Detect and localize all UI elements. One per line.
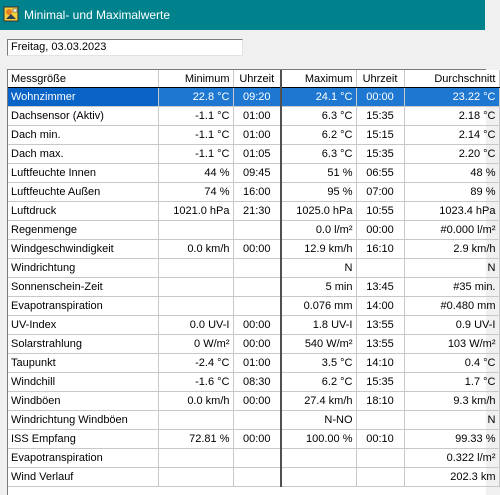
table-row[interactable] xyxy=(8,259,499,278)
cell-uhrzeit-max: 18:10 xyxy=(356,392,404,411)
table-row[interactable] xyxy=(8,278,499,297)
cell-uhrzeit-max: 15:35 xyxy=(356,145,404,164)
cell-minimum: 0.0 UV-I xyxy=(158,316,233,335)
cell-messgroesse: Luftfeuchte Außen xyxy=(8,183,158,202)
cell-messgroesse: Windrichtung xyxy=(8,259,158,278)
table-row[interactable] xyxy=(8,240,499,259)
cell-durchschnitt: #0.480 mm xyxy=(404,297,499,316)
cell-uhrzeit-max: 00:10 xyxy=(356,430,404,449)
cell-durchschnitt: 2.14 °C xyxy=(404,126,499,145)
cell-uhrzeit-min xyxy=(233,278,281,297)
table-row[interactable] xyxy=(8,107,499,126)
cell-minimum: 0.0 km/h xyxy=(158,392,233,411)
title-bar[interactable] xyxy=(0,0,485,30)
cell-uhrzeit-min xyxy=(233,297,281,316)
cell-uhrzeit-min: 09:20 xyxy=(233,88,281,107)
cell-durchschnitt: 99.33 % xyxy=(404,430,499,449)
cell-maximum: 51 % xyxy=(281,164,356,183)
cell-messgroesse: Sonnenschein-Zeit xyxy=(8,278,158,297)
table-row[interactable] xyxy=(8,449,499,468)
cell-minimum: 0 W/m² xyxy=(158,335,233,354)
cell-maximum: 0.0 l/m² xyxy=(281,221,356,240)
cell-durchschnitt: 23.22 °C xyxy=(404,88,499,107)
cell-minimum: 44 % xyxy=(158,164,233,183)
cell-minimum: 72.81 % xyxy=(158,430,233,449)
cell-durchschnitt: 48 % xyxy=(404,164,499,183)
cell-maximum: 6.2 °C xyxy=(281,126,356,145)
table-row[interactable] xyxy=(8,183,499,202)
table-row[interactable] xyxy=(8,335,499,354)
table-row[interactable] xyxy=(8,221,499,240)
cell-uhrzeit-max: 06:55 xyxy=(356,164,404,183)
cell-maximum: 27.4 km/h xyxy=(281,392,356,411)
table-row[interactable] xyxy=(8,297,499,316)
cell-maximum: N-NO xyxy=(281,411,356,430)
cell-uhrzeit-max: 16:10 xyxy=(356,240,404,259)
cell-minimum xyxy=(158,449,233,468)
cell-minimum xyxy=(158,297,233,316)
cell-messgroesse: Wind Verlauf xyxy=(8,468,158,487)
cell-uhrzeit-max: 14:00 xyxy=(356,297,404,316)
table-row[interactable] xyxy=(8,392,499,411)
cell-messgroesse: Dachsensor (Aktiv) xyxy=(8,107,158,126)
cell-uhrzeit-max: 14:10 xyxy=(356,354,404,373)
cell-messgroesse: Taupunkt xyxy=(8,354,158,373)
cell-maximum: 3.5 °C xyxy=(281,354,356,373)
cell-messgroesse: ISS Empfang xyxy=(8,430,158,449)
cell-uhrzeit-max xyxy=(356,449,404,468)
cell-messgroesse: Luftfeuchte Innen xyxy=(8,164,158,183)
cell-maximum xyxy=(281,449,356,468)
cell-uhrzeit-min: 16:00 xyxy=(233,183,281,202)
cell-minimum: -1.6 °C xyxy=(158,373,233,392)
column-header-durchschnitt[interactable]: Durchschnitt xyxy=(404,70,499,88)
cell-durchschnitt: 1023.4 hPa xyxy=(404,202,499,221)
cell-minimum: 74 % xyxy=(158,183,233,202)
cell-minimum: 22.8 °C xyxy=(158,88,233,107)
cell-maximum xyxy=(281,468,356,487)
date-field[interactable]: Freitag, 03.03.2023 xyxy=(7,39,243,56)
cell-durchschnitt: 9.3 km/h xyxy=(404,392,499,411)
cell-minimum xyxy=(158,411,233,430)
cell-uhrzeit-min: 01:00 xyxy=(233,354,281,373)
cell-minimum: -1.1 °C xyxy=(158,126,233,145)
cell-uhrzeit-min xyxy=(233,411,281,430)
cell-durchschnitt: 2.9 km/h xyxy=(404,240,499,259)
cell-uhrzeit-max: 00:00 xyxy=(356,88,404,107)
cell-durchschnitt: 0.9 UV-I xyxy=(404,316,499,335)
table-row[interactable] xyxy=(8,411,499,430)
column-header-messgroesse[interactable]: Messgröße xyxy=(8,70,158,88)
cell-messgroesse: Windrichtung Windböen xyxy=(8,411,158,430)
cell-maximum: 12.9 km/h xyxy=(281,240,356,259)
table-row[interactable] xyxy=(8,145,499,164)
cell-maximum: 6.3 °C xyxy=(281,145,356,164)
cell-messgroesse: Windchill xyxy=(8,373,158,392)
cell-durchschnitt: 103 W/m² xyxy=(404,335,499,354)
cell-durchschnitt: N xyxy=(404,411,499,430)
cell-maximum: 6.3 °C xyxy=(281,107,356,126)
cell-messgroesse: Evapotranspiration xyxy=(8,449,158,468)
cell-maximum: 100.00 % xyxy=(281,430,356,449)
cell-minimum: -2.4 °C xyxy=(158,354,233,373)
cell-uhrzeit-min: 00:00 xyxy=(233,316,281,335)
cell-messgroesse: Luftdruck xyxy=(8,202,158,221)
cell-maximum: 540 W/m² xyxy=(281,335,356,354)
cell-durchschnitt: #35 min. xyxy=(404,278,499,297)
cell-uhrzeit-max: 13:55 xyxy=(356,316,404,335)
cell-messgroesse: UV-Index xyxy=(8,316,158,335)
cell-durchschnitt: N xyxy=(404,259,499,278)
cell-messgroesse: Regenmenge xyxy=(8,221,158,240)
table-row[interactable] xyxy=(8,126,499,145)
cell-minimum: 0.0 km/h xyxy=(158,240,233,259)
cell-messgroesse: Windgeschwindigkeit xyxy=(8,240,158,259)
table-row[interactable] xyxy=(8,430,499,449)
cell-uhrzeit-max xyxy=(356,411,404,430)
cell-uhrzeit-min: 01:00 xyxy=(233,107,281,126)
cell-uhrzeit-min: 08:30 xyxy=(233,373,281,392)
cell-uhrzeit-min xyxy=(233,468,281,487)
cell-uhrzeit-max: 13:55 xyxy=(356,335,404,354)
cell-maximum: 1.8 UV-I xyxy=(281,316,356,335)
table-row[interactable] xyxy=(8,88,499,107)
cell-uhrzeit-max: 15:15 xyxy=(356,126,404,145)
cell-minimum xyxy=(158,278,233,297)
cell-uhrzeit-max: 15:35 xyxy=(356,107,404,126)
table-row[interactable] xyxy=(8,468,499,487)
cell-minimum xyxy=(158,221,233,240)
cell-maximum: 6.2 °C xyxy=(281,373,356,392)
cell-durchschnitt: #0.000 l/m² xyxy=(404,221,499,240)
cell-durchschnitt: 1.7 °C xyxy=(404,373,499,392)
table-row[interactable] xyxy=(8,164,499,183)
cell-minimum xyxy=(158,468,233,487)
cell-uhrzeit-min: 00:00 xyxy=(233,335,281,354)
cell-durchschnitt: 0.4 °C xyxy=(404,354,499,373)
cell-uhrzeit-max: 07:00 xyxy=(356,183,404,202)
window-title: Minimal- und Maximalwerte xyxy=(24,8,171,22)
cell-messgroesse: Dach max. xyxy=(8,145,158,164)
cell-messgroesse: Solarstrahlung xyxy=(8,335,158,354)
cell-maximum: 5 min xyxy=(281,278,356,297)
table-row[interactable] xyxy=(8,202,499,221)
cell-uhrzeit-min: 21:30 xyxy=(233,202,281,221)
cell-uhrzeit-min: 09:45 xyxy=(233,164,281,183)
cell-maximum: 1025.0 hPa xyxy=(281,202,356,221)
cell-maximum: 0.076 mm xyxy=(281,297,356,316)
cell-minimum xyxy=(158,259,233,278)
cell-minimum: 1021.0 hPa xyxy=(158,202,233,221)
table-row[interactable] xyxy=(8,316,499,335)
cell-maximum: N xyxy=(281,259,356,278)
cell-uhrzeit-min: 00:00 xyxy=(233,430,281,449)
cell-uhrzeit-max xyxy=(356,259,404,278)
cell-uhrzeit-max: 00:00 xyxy=(356,221,404,240)
table-row[interactable] xyxy=(8,373,499,392)
cell-uhrzeit-min: 00:00 xyxy=(233,392,281,411)
cell-uhrzeit-min: 00:00 xyxy=(233,240,281,259)
cell-minimum: -1.1 °C xyxy=(158,107,233,126)
cell-uhrzeit-max xyxy=(356,468,404,487)
cell-uhrzeit-min: 01:05 xyxy=(233,145,281,164)
cell-messgroesse: Windböen xyxy=(8,392,158,411)
column-header-uhrzeit-min[interactable]: Uhrzeit xyxy=(233,70,281,88)
cell-maximum: 95 % xyxy=(281,183,356,202)
weather-station-icon xyxy=(3,6,19,22)
cell-messgroesse: Wohnzimmer xyxy=(8,88,158,107)
column-header-uhrzeit-max[interactable]: Uhrzeit xyxy=(356,70,404,88)
cell-durchschnitt: 202.3 km xyxy=(404,468,499,487)
table-header xyxy=(8,70,499,88)
column-header-minimum[interactable]: Minimum xyxy=(158,70,233,88)
cell-minimum: -1.1 °C xyxy=(158,145,233,164)
cell-uhrzeit-min xyxy=(233,221,281,240)
cell-durchschnitt: 0.322 l/m² xyxy=(404,449,499,468)
min-max-table[interactable] xyxy=(7,69,496,495)
cell-uhrzeit-max: 15:35 xyxy=(356,373,404,392)
cell-uhrzeit-max: 10:55 xyxy=(356,202,404,221)
cell-uhrzeit-min xyxy=(233,259,281,278)
cell-durchschnitt: 2.18 °C xyxy=(404,107,499,126)
column-header-maximum[interactable]: Maximum xyxy=(281,70,356,88)
cell-uhrzeit-max: 13:45 xyxy=(356,278,404,297)
cell-maximum: 24.1 °C xyxy=(281,88,356,107)
cell-uhrzeit-min xyxy=(233,449,281,468)
cell-durchschnitt: 89 % xyxy=(404,183,499,202)
cell-messgroesse: Dach min. xyxy=(8,126,158,145)
cell-messgroesse: Evapotranspiration xyxy=(8,297,158,316)
cell-durchschnitt: 2.20 °C xyxy=(404,145,499,164)
cell-uhrzeit-min: 01:00 xyxy=(233,126,281,145)
table-row[interactable] xyxy=(8,354,499,373)
